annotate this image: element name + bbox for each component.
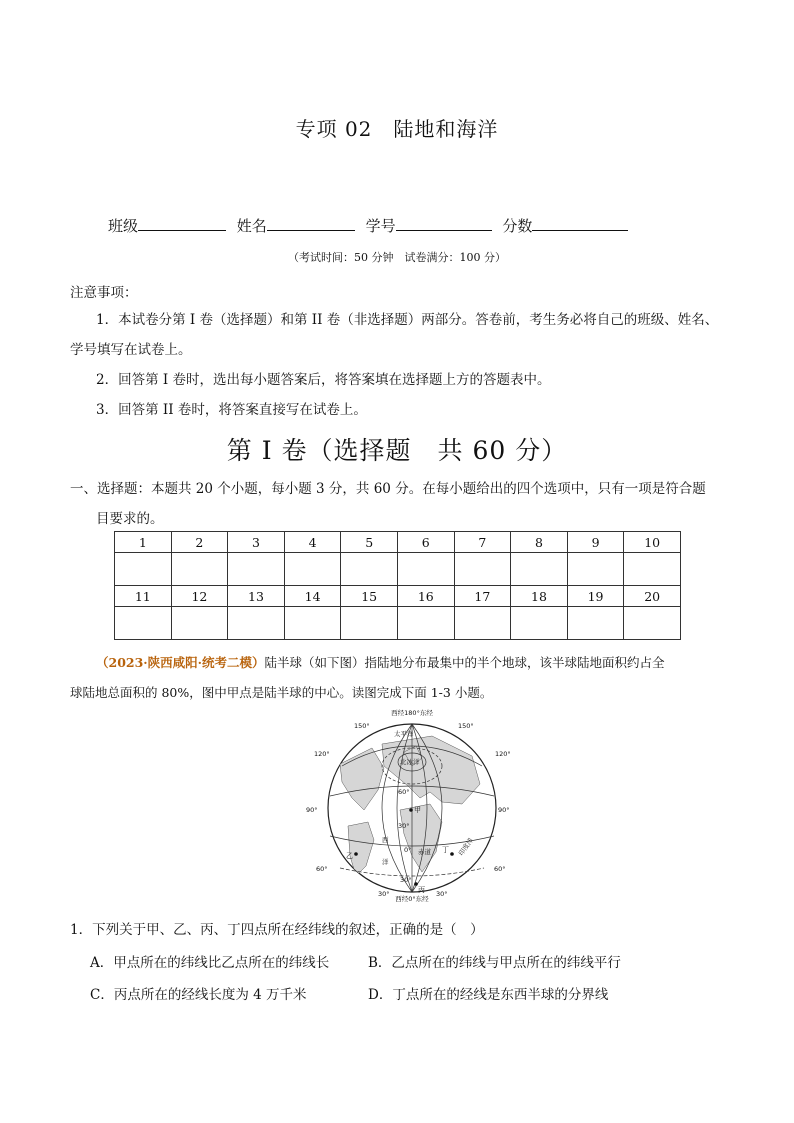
answer-number: 6 bbox=[397, 532, 454, 553]
answer-number: 3 bbox=[228, 532, 285, 553]
answer-cell[interactable] bbox=[624, 553, 681, 586]
lon-label: 120° bbox=[495, 750, 511, 758]
lat-label: 60° bbox=[398, 788, 410, 796]
answer-table bbox=[114, 531, 681, 640]
answer-number: 9 bbox=[567, 532, 624, 553]
lon-label: 120° bbox=[314, 750, 330, 758]
point-jia-dot bbox=[409, 808, 413, 812]
answer-number: 8 bbox=[511, 532, 568, 553]
point-label: 甲 bbox=[414, 806, 421, 814]
lat-label: 30° bbox=[398, 822, 410, 830]
lon-label: 150° bbox=[458, 722, 474, 730]
answer-number-row bbox=[115, 586, 681, 607]
answer-number: 13 bbox=[228, 586, 285, 607]
ocean-label: 太平洋 bbox=[394, 730, 414, 738]
answer-cell[interactable] bbox=[284, 607, 341, 640]
notes-title: 注意事项： bbox=[70, 285, 138, 301]
land-hemisphere-map bbox=[306, 706, 512, 903]
lon-label: 90° bbox=[498, 806, 510, 814]
answer-number: 14 bbox=[284, 586, 341, 607]
answer-cell[interactable] bbox=[228, 607, 285, 640]
name-blank[interactable] bbox=[267, 216, 355, 231]
point-label: 乙 bbox=[346, 852, 353, 860]
option-c[interactable]: C．丙点所在的经线长度为 4 万千米 bbox=[90, 987, 307, 1003]
answer-cell[interactable] bbox=[624, 607, 681, 640]
lon-label: 60° bbox=[316, 865, 328, 873]
source-text-line2: 球陆地总面积的 80%，图中甲点是陆半球的中心。读图完成下面 1-3 小题。 bbox=[70, 685, 493, 700]
class-blank[interactable] bbox=[138, 216, 226, 231]
point-yi-dot bbox=[354, 852, 358, 856]
choice-intro bbox=[70, 474, 730, 534]
answer-cell[interactable] bbox=[397, 607, 454, 640]
answer-number: 19 bbox=[567, 586, 624, 607]
answer-cell[interactable] bbox=[115, 607, 172, 640]
page-title: 专项 02 陆地和海洋 bbox=[295, 117, 499, 141]
answer-number: 12 bbox=[171, 586, 228, 607]
choice-intro-line2: 目要求的。 bbox=[96, 511, 164, 527]
option-d[interactable]: D．丁点所在的经线是东西半球的分界线 bbox=[368, 987, 609, 1003]
class-label: 班级 bbox=[108, 217, 139, 235]
answer-number: 4 bbox=[284, 532, 341, 553]
option-a[interactable]: A．甲点所在的纬线比乙点所在的纬线长 bbox=[90, 955, 330, 971]
lat-label: 30° bbox=[400, 876, 412, 884]
lat-label: 0° bbox=[404, 846, 412, 854]
answer-blank-row bbox=[115, 553, 681, 586]
lon-label: 30° bbox=[378, 890, 390, 898]
student-info-line bbox=[108, 215, 634, 236]
student-id-blank[interactable] bbox=[396, 216, 492, 231]
student-id-label: 学号 bbox=[365, 217, 396, 235]
answer-cell[interactable] bbox=[341, 607, 398, 640]
answer-cell[interactable] bbox=[454, 607, 511, 640]
point-ding-dot bbox=[450, 852, 454, 856]
note-item: 学号填写在试卷上。 bbox=[70, 342, 192, 358]
answer-number: 20 bbox=[624, 586, 681, 607]
score-label: 分数 bbox=[502, 217, 533, 235]
answer-number: 10 bbox=[624, 532, 681, 553]
answer-number: 17 bbox=[454, 586, 511, 607]
lon-label: 30° bbox=[436, 890, 448, 898]
answer-cell[interactable] bbox=[171, 607, 228, 640]
answer-number: 18 bbox=[511, 586, 568, 607]
note-item: 1．本试卷分第 I 卷（选择题）和第 II 卷（非选择题）两部分。答卷前，考生务必将自己的班级、姓名、 bbox=[96, 312, 719, 328]
note-item: 3．回答第 II 卷时，将答案直接写在试卷上。 bbox=[96, 402, 367, 418]
exam-info: （考试时间：50 分钟 试卷满分：100 分） bbox=[288, 251, 506, 264]
answer-number: 1 bbox=[115, 532, 172, 553]
answer-cell[interactable] bbox=[567, 607, 624, 640]
answer-number: 5 bbox=[341, 532, 398, 553]
option-b[interactable]: B．乙点所在的纬线与甲点所在的纬线平行 bbox=[368, 955, 621, 971]
point-label: 丙 bbox=[418, 886, 425, 894]
question-1-stem: 1．下列关于甲、乙、丙、丁四点所在经纬线的叙述，正确的是（ ） bbox=[70, 922, 484, 938]
answer-blank-row bbox=[115, 607, 681, 640]
map-bottom-label: 西经0°东经 bbox=[395, 895, 429, 903]
name-label: 姓名 bbox=[236, 217, 267, 235]
ocean-label: 印度洋 bbox=[457, 836, 475, 858]
answer-cell[interactable] bbox=[115, 553, 172, 586]
ocean-label: 西 bbox=[382, 836, 389, 844]
answer-cell[interactable] bbox=[341, 553, 398, 586]
source-text: 陆半球（如下图）指陆地分布最集中的半个地球，该半球陆地面积约占全 bbox=[264, 655, 665, 670]
lon-label: 60° bbox=[494, 865, 506, 873]
section-heading: 第 I 卷（选择题 共 60 分） bbox=[226, 436, 568, 465]
lon-label: 90° bbox=[306, 806, 318, 814]
answer-cell[interactable] bbox=[284, 553, 341, 586]
note-item: 2．回答第 I 卷时，选出每小题答案后，将答案填在选择题上方的答题表中。 bbox=[96, 372, 551, 388]
point-label: 丁 bbox=[442, 846, 449, 854]
score-blank[interactable] bbox=[532, 216, 628, 231]
answer-cell[interactable] bbox=[228, 553, 285, 586]
ocean-label: 洋 bbox=[382, 858, 389, 866]
answer-number: 2 bbox=[171, 532, 228, 553]
answer-cell[interactable] bbox=[567, 553, 624, 586]
answer-number-row bbox=[115, 532, 681, 553]
choice-intro-line1: 一、选择题：本题共 20 个小题，每小题 3 分，共 60 分。在每小题给出的四个选项中，只有一项是符合题 bbox=[70, 481, 706, 497]
answer-number: 15 bbox=[341, 586, 398, 607]
equator-label: 赤道 bbox=[418, 848, 431, 856]
answer-cell[interactable] bbox=[511, 553, 568, 586]
answer-cell[interactable] bbox=[397, 553, 454, 586]
map-top-label: 西经180°东经 bbox=[391, 709, 433, 717]
answer-number: 16 bbox=[397, 586, 454, 607]
notes-list bbox=[70, 305, 730, 425]
answer-number: 7 bbox=[454, 532, 511, 553]
answer-cell[interactable] bbox=[454, 553, 511, 586]
lon-label: 150° bbox=[354, 722, 370, 730]
answer-number: 11 bbox=[115, 586, 172, 607]
question-source bbox=[70, 648, 730, 708]
answer-cell[interactable] bbox=[171, 553, 228, 586]
answer-cell[interactable] bbox=[511, 607, 568, 640]
ocean-label: 北冰洋 bbox=[400, 758, 420, 766]
source-tag: （2023·陕西咸阳·统考二模） bbox=[96, 655, 265, 670]
